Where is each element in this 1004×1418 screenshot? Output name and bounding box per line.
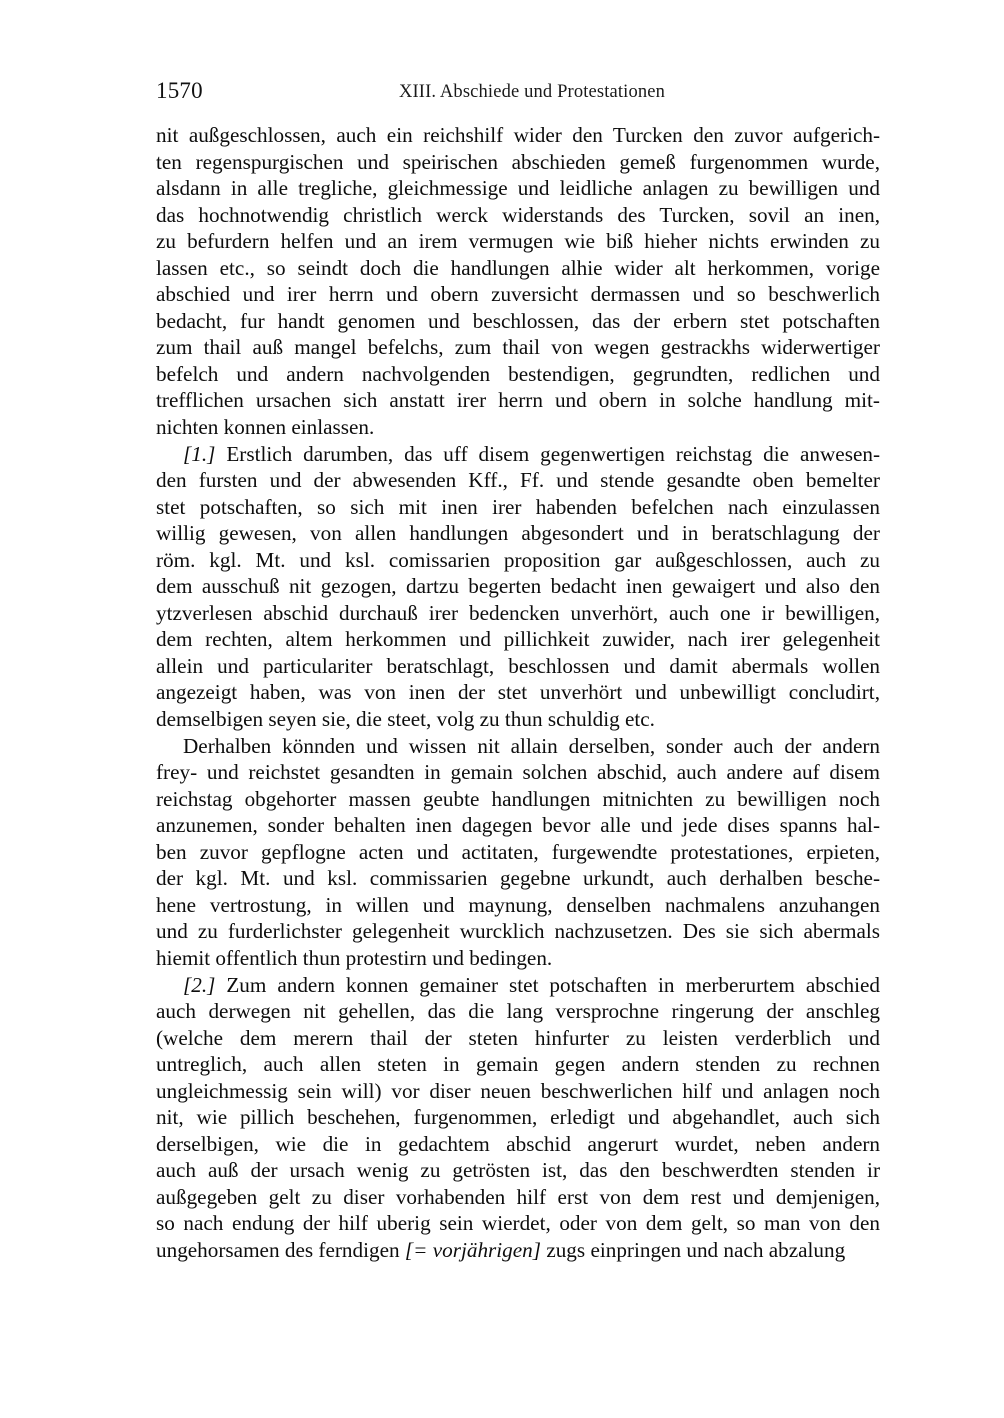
text-line: hiemit offentlich thun protestirn und bedingen.	[156, 945, 553, 970]
text-line: befelch und andern nachvolgenden bestendigen, gegrundten, redlichen und	[156, 361, 880, 386]
text-line-with-marker	[156, 972, 880, 999]
text-line: allein und particulariter beratschlagt, beschlossen und damit abermals wollen	[156, 653, 880, 678]
text-line: der kgl. Mt. und ksl. commissarien gegebne urkundt, auch derhalben besche-	[156, 866, 880, 891]
text-line: dem rechten, altem herkommen und pillichkeit zuwider, nach irer gelegenheit	[156, 627, 880, 652]
paragraph-derhalben	[156, 733, 880, 972]
page-number: 1570	[156, 78, 203, 103]
text-line: und zu furderlichster gelegenheit wurcklich nachzusetzen. Des sie sich abermals	[156, 919, 880, 944]
text-line: willig gewesen, von allen handlungen abgesondert und in beratschlagung der	[156, 521, 880, 546]
text-line: alsdann in alle tregliche, gleichmessige und leidliche anlagen zu bewilligen und	[156, 176, 880, 201]
text-line: ben zuvor gepflogne acten und actitaten, furgewendte protestationes, erpieten,	[156, 839, 880, 864]
text-line: auch auß der ursach wenig zu getrösten ist, das den beschwerdten stenden ir	[156, 1158, 880, 1183]
text-line: zum thail auß mangel befelchs, zum thail von wegen gestrackhs widerwertiger	[156, 335, 880, 360]
text-line: abschied und irer herrn und obern zuversicht dermassen und so beschwerlich	[156, 282, 880, 307]
text-line: untreglich, auch allen steten in gemain gegen andern stenden zu rechnen	[156, 1052, 880, 1077]
text-line-with-gloss	[156, 1237, 880, 1264]
text-line: bedacht, fur handt genomen und beschlossen, das der erbern stet potschaften	[156, 308, 880, 333]
text-line: (welche dem merern thail der steten hinfurter zu leisten verderblich und	[156, 1025, 880, 1050]
text-line: stet potschaften, so sich mit inen irer habenden befelchen nach einzulassen	[156, 494, 880, 519]
text-line: derselbigen, wie die in gedachtem abschid angerurt wurdet, neben andern	[156, 1131, 880, 1156]
text-line: reichstag obgehorter massen geubte handlungen mitnichten zu bewilligen noch	[156, 786, 880, 811]
text-line: nit, wie pillich beschehen, furgenommen, erledigt und abgehandlet, auch sich	[156, 1105, 880, 1130]
text-line: angezeigt haben, was von inen der stet unverhört und unbewilligt concludirt,	[156, 680, 880, 705]
paragraph-section-2	[156, 972, 880, 1264]
text-line: Derhalben könnden und wissen nit allain derselben, sonder auch der andern	[183, 733, 880, 758]
text-line: das hochnotwendig christlich werck widerstands des Turcken, sovil an inen,	[156, 202, 880, 227]
section-marker-1: [1.]	[183, 441, 216, 466]
text-run: ungehorsamen des ferndigen	[156, 1237, 405, 1262]
text-line: frey- und reichstet gesandten in gemain solchen abschid, auch andere auf disem	[156, 760, 880, 785]
text-line: ungleichmessig sein will) vor diser neuen beschwerlichen hilf und anlagen noch	[156, 1078, 880, 1103]
text-line-with-marker	[156, 441, 880, 468]
running-header	[156, 78, 880, 104]
paragraph-continuation	[156, 122, 880, 441]
paragraph-section-1	[156, 441, 880, 733]
text-line: auch derwegen nit gehellen, das die lang versprochne ringerung der anschleg	[156, 999, 880, 1024]
text-line: ytzverlesen abschid durchauß irer bedencken unverhört, auch one ir bewilligen,	[156, 600, 880, 625]
text-line: zu befurdern helfen und an irem vermugen wie biß hieher nichts erwinden zu	[156, 229, 880, 254]
text-line: nichten konnen einlassen.	[156, 415, 375, 440]
text-line: demselbigen seyen sie, die steet, volg zu thun schuldig etc.	[156, 707, 655, 732]
text-line: den fursten und der abwesenden Kff., Ff. und stende gesandte oben bemelter	[156, 468, 880, 493]
text-run: Erstlich darumben, das uff disem gegenwertigen reichstag die anwesen-	[215, 441, 880, 466]
text-run: zugs einpringen und nach abzalung	[541, 1237, 846, 1262]
text-line: lassen etc., so seindt doch die handlungen alhie wider alt herkommen, vorige	[156, 255, 880, 280]
text-run: Zum andern konnen gemainer stet potschaften in merberurtem abschied	[215, 972, 880, 997]
text-line: trefflichen ursachen sich anstatt irer herrn und obern in solche handlung mit-	[156, 388, 880, 413]
body-text-block	[156, 122, 880, 1264]
text-line: anzunemen, sonder behalten inen dagegen bevor alle und jede dises spanns hal-	[156, 813, 880, 838]
text-line: ten regenspurgischen und speirischen abschieden gemeß furgenommen wurde,	[156, 149, 880, 174]
text-line: so nach endung der hilf uberig sein wierdet, oder von dem gelt, so man von den	[156, 1211, 880, 1236]
text-line: röm. kgl. Mt. und ksl. comissarien proposition gar außgeschlossen, auch zu	[156, 547, 880, 572]
section-marker-2: [2.]	[183, 972, 216, 997]
editorial-gloss: [= vorjährigen]	[404, 1237, 542, 1262]
text-line: hene vertrostung, in willen und maynung, denselben nachmalens anzuhangen	[156, 892, 880, 917]
text-line: dem ausschuß nit gezogen, dartzu begerten bedacht inen gewaigert und also den	[156, 574, 880, 599]
running-title: XIII. Abschiede und Protestationen	[398, 82, 666, 102]
text-line: nit außgeschlossen, auch ein reichshilf wider den Turcken den zuvor aufgerich-	[156, 123, 880, 147]
text-line: außgegeben gelt zu diser vorhabenden hilf erst von dem rest und demjenigen,	[156, 1184, 880, 1209]
